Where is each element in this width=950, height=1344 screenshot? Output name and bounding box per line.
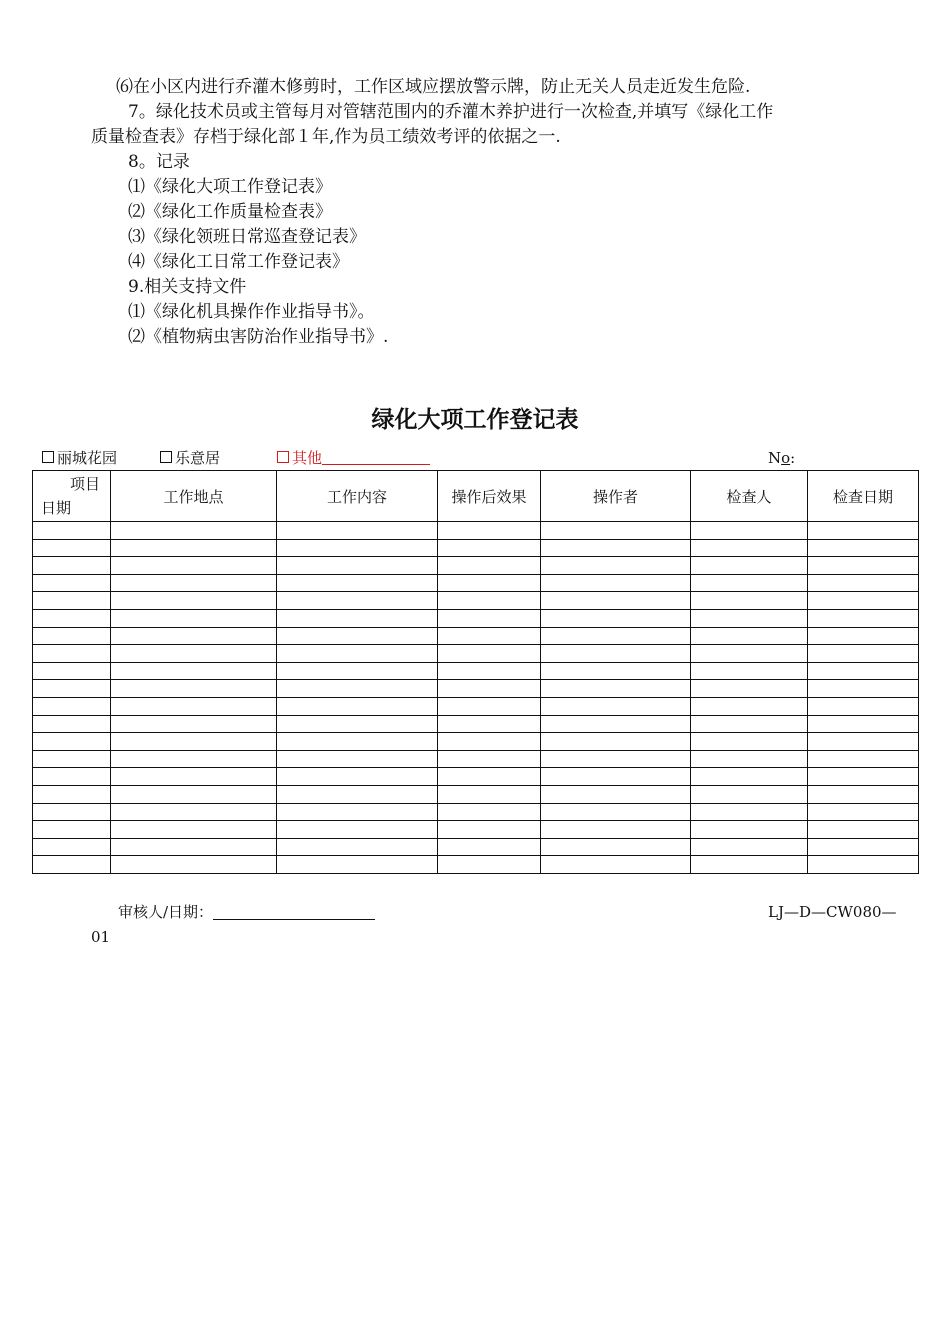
table-cell[interactable] xyxy=(111,803,277,821)
table-cell[interactable] xyxy=(691,697,808,715)
table-cell[interactable] xyxy=(438,856,541,874)
table-cell[interactable] xyxy=(277,821,438,839)
table-cell[interactable] xyxy=(33,592,111,610)
reviewer-label: 审核人/日期： xyxy=(118,903,214,921)
record-item: ⑷《绿化工日常工作登记表》 xyxy=(128,252,349,272)
table-cell[interactable] xyxy=(808,856,919,874)
table-cell[interactable] xyxy=(33,645,111,663)
table-row xyxy=(33,609,919,627)
header-date-label: 日期 xyxy=(41,499,72,517)
table-cell[interactable] xyxy=(111,733,277,751)
option-label: 丽城花园 xyxy=(57,449,118,467)
table-row xyxy=(33,522,919,540)
table-cell[interactable] xyxy=(691,645,808,663)
table-cell[interactable] xyxy=(808,821,919,839)
table-row xyxy=(33,733,919,751)
section-heading-support-files: 9.相关支持文件 xyxy=(128,277,247,297)
number-label: No: xyxy=(768,449,796,467)
table-cell[interactable] xyxy=(808,574,919,592)
table-cell[interactable] xyxy=(541,574,691,592)
table-cell[interactable] xyxy=(111,768,277,786)
section-heading-records: 8。记录 xyxy=(128,152,190,172)
table-cell[interactable] xyxy=(277,697,438,715)
table-row xyxy=(33,539,919,557)
table-row xyxy=(33,750,919,768)
document-code-continued: 01 xyxy=(91,928,111,946)
table-cell[interactable] xyxy=(33,697,111,715)
table-cell[interactable] xyxy=(541,733,691,751)
table-cell[interactable] xyxy=(691,838,808,856)
table-cell[interactable] xyxy=(33,838,111,856)
table-cell[interactable] xyxy=(111,539,277,557)
table-cell[interactable] xyxy=(111,680,277,698)
table-cell[interactable] xyxy=(277,522,438,540)
table-row xyxy=(33,785,919,803)
table-cell[interactable] xyxy=(691,768,808,786)
table-cell[interactable] xyxy=(438,627,541,645)
table-cell[interactable] xyxy=(438,522,541,540)
table-cell[interactable] xyxy=(691,609,808,627)
table-row xyxy=(33,856,919,874)
table-cell[interactable] xyxy=(438,680,541,698)
table-cell[interactable] xyxy=(33,856,111,874)
table-cell[interactable] xyxy=(111,609,277,627)
table-cell[interactable] xyxy=(541,645,691,663)
table-cell[interactable] xyxy=(33,768,111,786)
table-cell[interactable] xyxy=(33,821,111,839)
table-cell[interactable] xyxy=(111,785,277,803)
table-cell[interactable] xyxy=(33,662,111,680)
table-cell[interactable] xyxy=(277,680,438,698)
table-cell[interactable] xyxy=(438,557,541,575)
header-work-content: 工作内容 xyxy=(277,471,438,522)
table-cell[interactable] xyxy=(691,785,808,803)
table-header-row xyxy=(33,471,919,522)
table-cell[interactable] xyxy=(277,838,438,856)
table-row xyxy=(33,645,919,663)
table-row xyxy=(33,715,919,733)
reviewer-field xyxy=(118,902,375,922)
header-work-location: 工作地点 xyxy=(111,471,277,522)
table-cell[interactable] xyxy=(277,645,438,663)
option-leyiju[interactable] xyxy=(160,448,220,468)
table-cell[interactable] xyxy=(691,574,808,592)
checkbox-icon[interactable] xyxy=(42,451,54,463)
table-cell[interactable] xyxy=(691,733,808,751)
table-cell[interactable] xyxy=(277,662,438,680)
table-row xyxy=(33,592,919,610)
table-row xyxy=(33,662,919,680)
table-cell[interactable] xyxy=(808,715,919,733)
table-cell[interactable] xyxy=(111,838,277,856)
table-row xyxy=(33,627,919,645)
table-cell[interactable] xyxy=(691,715,808,733)
table-cell[interactable] xyxy=(808,803,919,821)
table-cell[interactable] xyxy=(808,592,919,610)
support-file-item: ⑵《植物病虫害防治作业指导书》. xyxy=(128,327,389,347)
table-cell[interactable] xyxy=(438,803,541,821)
form-title: 绿化大项工作登记表 xyxy=(371,407,579,433)
table-cell[interactable] xyxy=(111,627,277,645)
table-cell[interactable] xyxy=(33,539,111,557)
table-cell[interactable] xyxy=(438,662,541,680)
table-cell[interactable] xyxy=(277,609,438,627)
table-cell[interactable] xyxy=(541,627,691,645)
table-cell[interactable] xyxy=(691,821,808,839)
table-row xyxy=(33,821,919,839)
table-cell[interactable] xyxy=(541,715,691,733)
table-cell[interactable] xyxy=(111,697,277,715)
table-cell[interactable] xyxy=(808,645,919,663)
table-cell[interactable] xyxy=(541,539,691,557)
table-cell[interactable] xyxy=(438,821,541,839)
other-blank-line[interactable] xyxy=(322,450,430,465)
table-cell[interactable] xyxy=(111,715,277,733)
record-item: ⑶《绿化领班日常巡查登记表》 xyxy=(128,227,366,247)
table-cell[interactable] xyxy=(111,592,277,610)
table-row xyxy=(33,574,919,592)
table-cell[interactable] xyxy=(438,750,541,768)
table-cell[interactable] xyxy=(691,856,808,874)
table-cell[interactable] xyxy=(277,574,438,592)
table-cell[interactable] xyxy=(808,539,919,557)
table-row xyxy=(33,803,919,821)
table-cell[interactable] xyxy=(438,645,541,663)
table-cell[interactable] xyxy=(438,592,541,610)
table-cell[interactable] xyxy=(808,680,919,698)
table-cell[interactable] xyxy=(691,680,808,698)
table-cell[interactable] xyxy=(541,803,691,821)
table-cell[interactable] xyxy=(438,609,541,627)
table-cell[interactable] xyxy=(541,785,691,803)
table-row xyxy=(33,557,919,575)
reviewer-signature-line[interactable] xyxy=(213,905,375,920)
option-label: 其他 xyxy=(292,449,323,467)
table-row xyxy=(33,697,919,715)
table-cell[interactable] xyxy=(277,539,438,557)
table-cell[interactable] xyxy=(33,574,111,592)
table-cell[interactable] xyxy=(808,522,919,540)
table-cell[interactable] xyxy=(438,697,541,715)
table-cell[interactable] xyxy=(808,750,919,768)
document-code: LJ—D—CW080— xyxy=(768,903,897,921)
table-cell[interactable] xyxy=(111,557,277,575)
table-cell[interactable] xyxy=(438,715,541,733)
table-cell[interactable] xyxy=(541,856,691,874)
register-table xyxy=(32,470,919,874)
table-cell[interactable] xyxy=(541,750,691,768)
table-cell[interactable] xyxy=(438,838,541,856)
table-cell[interactable] xyxy=(33,557,111,575)
option-label: 乐意居 xyxy=(175,449,221,467)
table-row xyxy=(33,838,919,856)
table-cell[interactable] xyxy=(33,609,111,627)
table-cell[interactable] xyxy=(438,539,541,557)
table-cell[interactable] xyxy=(541,821,691,839)
table-cell[interactable] xyxy=(691,539,808,557)
table-cell[interactable] xyxy=(691,803,808,821)
table-cell[interactable] xyxy=(541,680,691,698)
table-cell[interactable] xyxy=(691,627,808,645)
table-cell[interactable] xyxy=(111,645,277,663)
table-cell[interactable] xyxy=(541,662,691,680)
table-cell[interactable] xyxy=(111,750,277,768)
table-cell[interactable] xyxy=(541,697,691,715)
table-cell[interactable] xyxy=(277,627,438,645)
header-item-label: 项目 xyxy=(69,475,100,493)
record-item: ⑵《绿化工作质量检查表》 xyxy=(128,202,332,222)
table-cell[interactable] xyxy=(438,768,541,786)
table-cell[interactable] xyxy=(33,750,111,768)
header-item-date-cell xyxy=(33,471,111,522)
table-cell[interactable] xyxy=(33,627,111,645)
table-cell[interactable] xyxy=(277,768,438,786)
table-cell[interactable] xyxy=(33,785,111,803)
table-cell[interactable] xyxy=(808,697,919,715)
table-cell[interactable] xyxy=(691,557,808,575)
table-row xyxy=(33,680,919,698)
table-cell[interactable] xyxy=(808,838,919,856)
table-cell[interactable] xyxy=(691,592,808,610)
table-cell[interactable] xyxy=(691,662,808,680)
paragraph-line: 7。绿化技术员或主管每月对管辖范围内的乔灌木养护进行一次检查,并填写《绿化工作 xyxy=(128,102,774,122)
option-licheng-garden[interactable] xyxy=(42,448,117,468)
table-cell[interactable] xyxy=(277,733,438,751)
paragraph-line: ⑹在小区内进行乔灌木修剪时，工作区域应摆放警示牌，防止无关人员走近发生危险. xyxy=(116,77,751,97)
table-cell[interactable] xyxy=(541,838,691,856)
checkbox-icon[interactable] xyxy=(160,451,172,463)
header-operator: 操作者 xyxy=(541,471,691,522)
table-cell[interactable] xyxy=(808,785,919,803)
header-inspector: 检查人 xyxy=(691,471,808,522)
table-cell[interactable] xyxy=(541,592,691,610)
table-cell[interactable] xyxy=(808,609,919,627)
header-result: 操作后效果 xyxy=(438,471,541,522)
table-row xyxy=(33,768,919,786)
support-file-item: ⑴《绿化机具操作作业指导书》。 xyxy=(128,302,375,322)
table-cell[interactable] xyxy=(111,574,277,592)
table-cell[interactable] xyxy=(808,557,919,575)
table-cell[interactable] xyxy=(111,522,277,540)
table-cell[interactable] xyxy=(33,715,111,733)
table-cell[interactable] xyxy=(438,574,541,592)
table-cell[interactable] xyxy=(277,715,438,733)
table-cell[interactable] xyxy=(111,662,277,680)
table-cell[interactable] xyxy=(33,680,111,698)
table-cell[interactable] xyxy=(808,733,919,751)
table-cell[interactable] xyxy=(541,522,691,540)
table-cell[interactable] xyxy=(438,785,541,803)
table-cell[interactable] xyxy=(277,750,438,768)
table-cell[interactable] xyxy=(277,803,438,821)
table-cell[interactable] xyxy=(808,627,919,645)
table-cell[interactable] xyxy=(691,522,808,540)
option-other[interactable] xyxy=(277,448,430,468)
table-cell[interactable] xyxy=(111,856,277,874)
header-inspection-date: 检查日期 xyxy=(808,471,919,522)
table-cell[interactable] xyxy=(33,522,111,540)
record-item: ⑴《绿化大项工作登记表》 xyxy=(128,177,332,197)
table-cell[interactable] xyxy=(277,557,438,575)
table-cell[interactable] xyxy=(808,662,919,680)
checkbox-icon[interactable] xyxy=(277,451,289,463)
table-cell[interactable] xyxy=(277,592,438,610)
table-cell[interactable] xyxy=(541,557,691,575)
table-cell[interactable] xyxy=(541,768,691,786)
table-cell[interactable] xyxy=(33,803,111,821)
table-cell[interactable] xyxy=(277,856,438,874)
table-cell[interactable] xyxy=(277,785,438,803)
table-cell[interactable] xyxy=(111,821,277,839)
table-cell[interactable] xyxy=(541,609,691,627)
table-cell[interactable] xyxy=(808,768,919,786)
paragraph-line: 质量检查表》存档于绿化部１年,作为员工绩效考评的依据之一. xyxy=(91,127,561,147)
table-cell[interactable] xyxy=(33,733,111,751)
table-cell[interactable] xyxy=(691,750,808,768)
table-cell[interactable] xyxy=(438,733,541,751)
